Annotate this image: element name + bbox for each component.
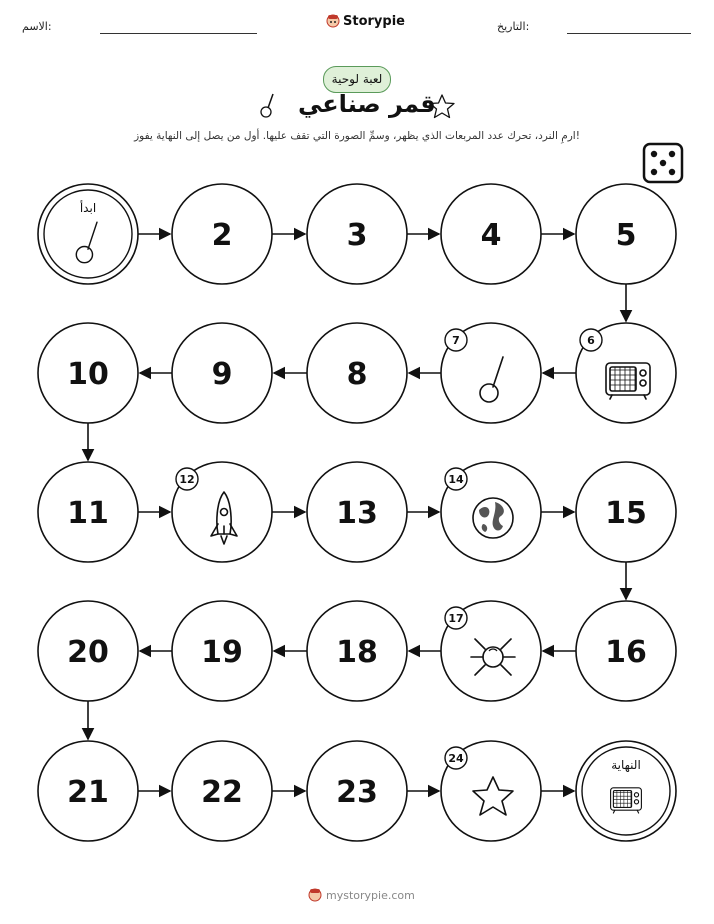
space-number: 14: [448, 473, 464, 486]
board-space-18: [307, 601, 407, 701]
board-space-9: [172, 323, 272, 423]
start-space: [38, 184, 138, 284]
space-number: 23: [336, 775, 378, 810]
brand-name: Storypie: [343, 13, 405, 29]
board-space-8: [307, 323, 407, 423]
space-number: 3: [346, 218, 368, 253]
board-space-2: [172, 184, 272, 284]
space-number: 7: [452, 334, 460, 347]
board-space-24: [441, 741, 541, 841]
space-number: 2: [211, 218, 233, 253]
board-space-20: [38, 601, 138, 701]
page-title: قمر صناعي: [298, 90, 436, 118]
board-space-5: [576, 184, 676, 284]
board-space-13: [307, 462, 407, 562]
space-number: 9: [211, 357, 233, 392]
start-label: ابدأ: [79, 201, 97, 215]
space-number: 24: [448, 752, 464, 765]
board-space-19: [172, 601, 272, 701]
space-number: 18: [336, 635, 378, 670]
space-number: 13: [336, 496, 378, 531]
space-number: 19: [201, 635, 243, 670]
board-space-7: [441, 323, 541, 423]
footer: [308, 887, 415, 903]
space-number: 22: [201, 775, 243, 810]
space-number: 4: [480, 218, 502, 253]
board-space-22: [172, 741, 272, 841]
game-type-badge: لعبة لوحية: [323, 66, 391, 93]
board-space-3: [307, 184, 407, 284]
space-number: 8: [346, 357, 368, 392]
board-space-10: [38, 323, 138, 423]
board-space-12: [172, 462, 272, 562]
instructions: ارمِ النرد، تحرك عدد المربعات الذي يظهر، وسمِّ الصورة التي تقف عليها. أول من يصل إلى النهاية يفوز!: [134, 130, 580, 142]
board-space-4: [441, 184, 541, 284]
space-number: 17: [448, 612, 464, 625]
space-number: 12: [179, 473, 195, 486]
footer-url[interactable]: mystorypie.com: [326, 888, 415, 902]
space-number: 20: [67, 635, 109, 670]
storypie-mascot-icon: [308, 887, 322, 903]
date-label: التاريخ:: [497, 20, 530, 33]
board-space-11: [38, 462, 138, 562]
finish-label: النهاية: [611, 758, 641, 772]
space-number: 10: [67, 357, 109, 392]
space-number: 21: [67, 775, 109, 810]
board-space-23: [307, 741, 407, 841]
board-space-14: [441, 462, 541, 562]
board-space-6: [576, 323, 676, 423]
space-number: 6: [587, 334, 595, 347]
name-label: الاسم:: [22, 20, 52, 33]
board-space-17: [441, 601, 541, 701]
board-space-21: [38, 741, 138, 841]
space-number: 5: [615, 218, 637, 253]
finish-space: [576, 741, 676, 841]
space-number: 15: [605, 496, 647, 531]
space-number: 11: [67, 496, 109, 531]
board-space-16: [576, 601, 676, 701]
space-circle: [38, 184, 138, 284]
board-space-15: [576, 462, 676, 562]
space-number: 16: [605, 635, 647, 670]
